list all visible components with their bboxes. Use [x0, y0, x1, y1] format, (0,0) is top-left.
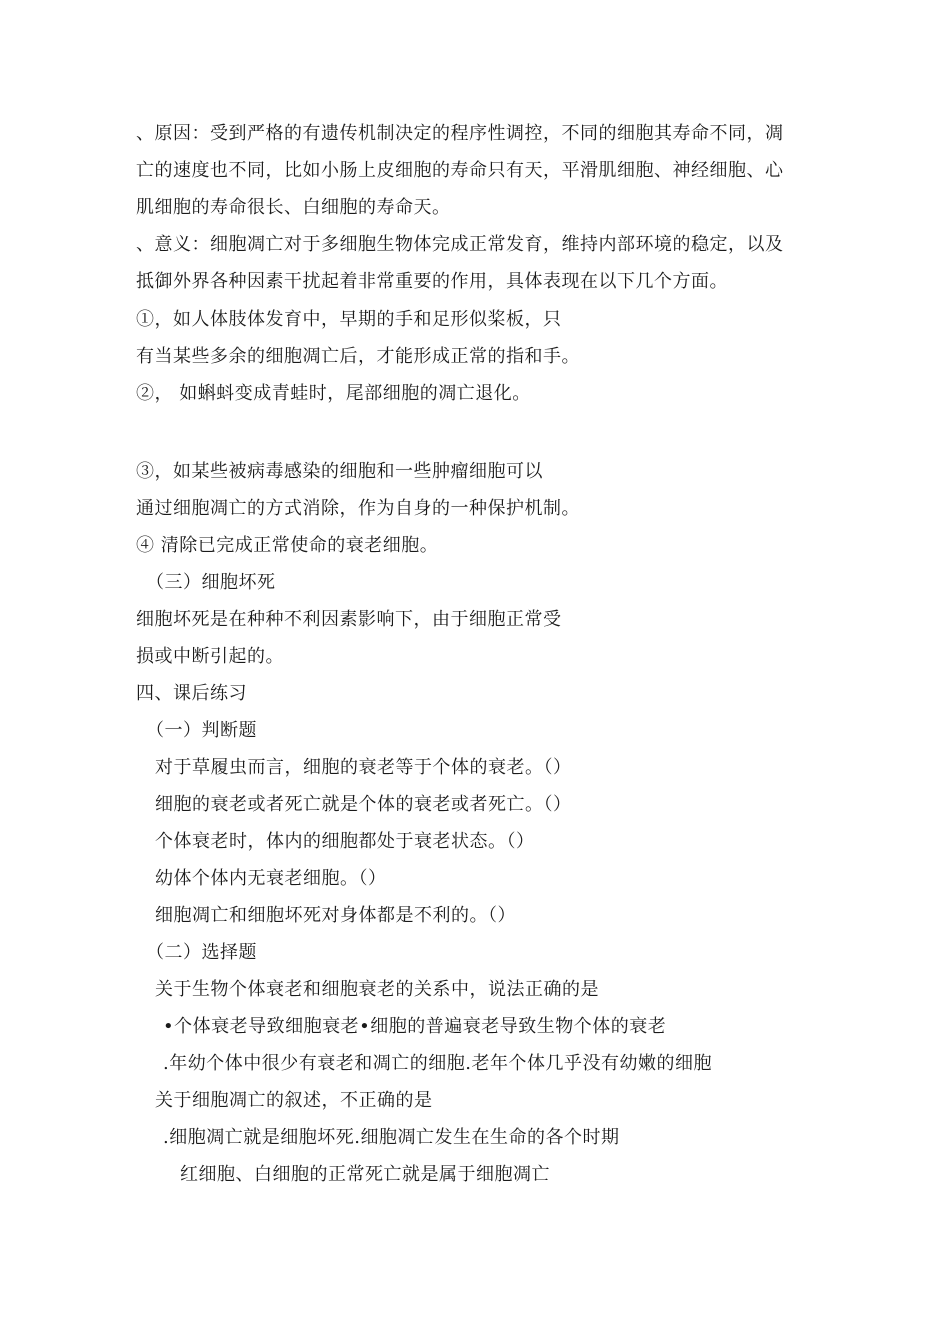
question-2-stem: 关于细胞凋亡的叙述，不正确的是 [155, 1090, 433, 1111]
true-false-item-4: 幼体个体内无衰老细胞。（） [155, 868, 387, 889]
subheading-multiple-choice: （二）选择题 [146, 942, 257, 963]
true-false-item-5: 细胞凋亡和细胞坏死对身体都是不利的。（） [155, 905, 516, 926]
question-2-options-b: 红细胞、白细胞的正常死亡就是属于细胞凋亡 [180, 1164, 550, 1185]
question-1-options-b: .年幼个体中很少有衰老和凋亡的细胞.老年个体几乎没有幼嫩的细胞 [163, 1053, 712, 1074]
true-false-item-3: 个体衰老时，体内的细胞都处于衰老状态。（） [155, 831, 535, 852]
point-1-line-1: ①，如人体肢体发育中，早期的手和足形似桨板，只 [136, 309, 562, 330]
question-1-stem: 关于生物个体衰老和细胞衰老的关系中，说法正确的是 [155, 979, 599, 1000]
reason-line-3: 肌细胞的寿命很长、白细胞的寿命天。 [136, 197, 451, 218]
subheading-true-false: （一）判断题 [146, 720, 257, 741]
point-4-line: ④ 清除已完成正常使命的衰老细胞。 [136, 535, 439, 556]
section-heading-necrosis: （三）细胞坏死 [146, 572, 276, 593]
reason-line-1: 、原因：受到严格的有遗传机制决定的程序性调控，不同的细胞其寿命不同，凋 [136, 123, 784, 144]
question-2-options-a: .细胞凋亡就是细胞坏死.细胞凋亡发生在生命的各个时期 [163, 1127, 620, 1148]
point-3-line-2: 通过细胞凋亡的方式消除，作为自身的一种保护机制。 [136, 498, 580, 519]
question-1-options-a: •个体衰老导致细胞衰老•细胞的普遍衰老导致生物个体的衰老 [163, 1016, 667, 1037]
necrosis-line-1: 细胞坏死是在种种不利因素影响下，由于细胞正常受 [136, 609, 562, 630]
true-false-item-2: 细胞的衰老或者死亡就是个体的衰老或者死亡。（） [155, 794, 572, 815]
meaning-line-2: 抵御外界各种因素干扰起着非常重要的作用，具体表现在以下几个方面。 [136, 271, 728, 292]
point-1-line-2: 有当某些多余的细胞凋亡后，才能形成正常的指和手。 [136, 346, 580, 367]
meaning-line-1: 、意义：细胞凋亡对于多细胞生物体完成正常发育，维持内部环境的稳定，以及 [136, 234, 784, 255]
section-heading-exercises: 四、课后练习 [136, 683, 247, 704]
reason-line-2: 亡的速度也不同，比如小肠上皮细胞的寿命只有天，平滑肌细胞、神经细胞、心 [136, 160, 784, 181]
point-2-line: ②， 如蝌蚪变成青蛙时，尾部细胞的凋亡退化。 [136, 383, 531, 404]
true-false-item-1: 对于草履虫而言，细胞的衰老等于个体的衰老。（） [155, 757, 572, 778]
point-3-line-1: ③，如某些被病毒感染的细胞和一些肿瘤细胞可以 [136, 461, 543, 482]
necrosis-line-2: 损或中断引起的。 [136, 646, 284, 667]
